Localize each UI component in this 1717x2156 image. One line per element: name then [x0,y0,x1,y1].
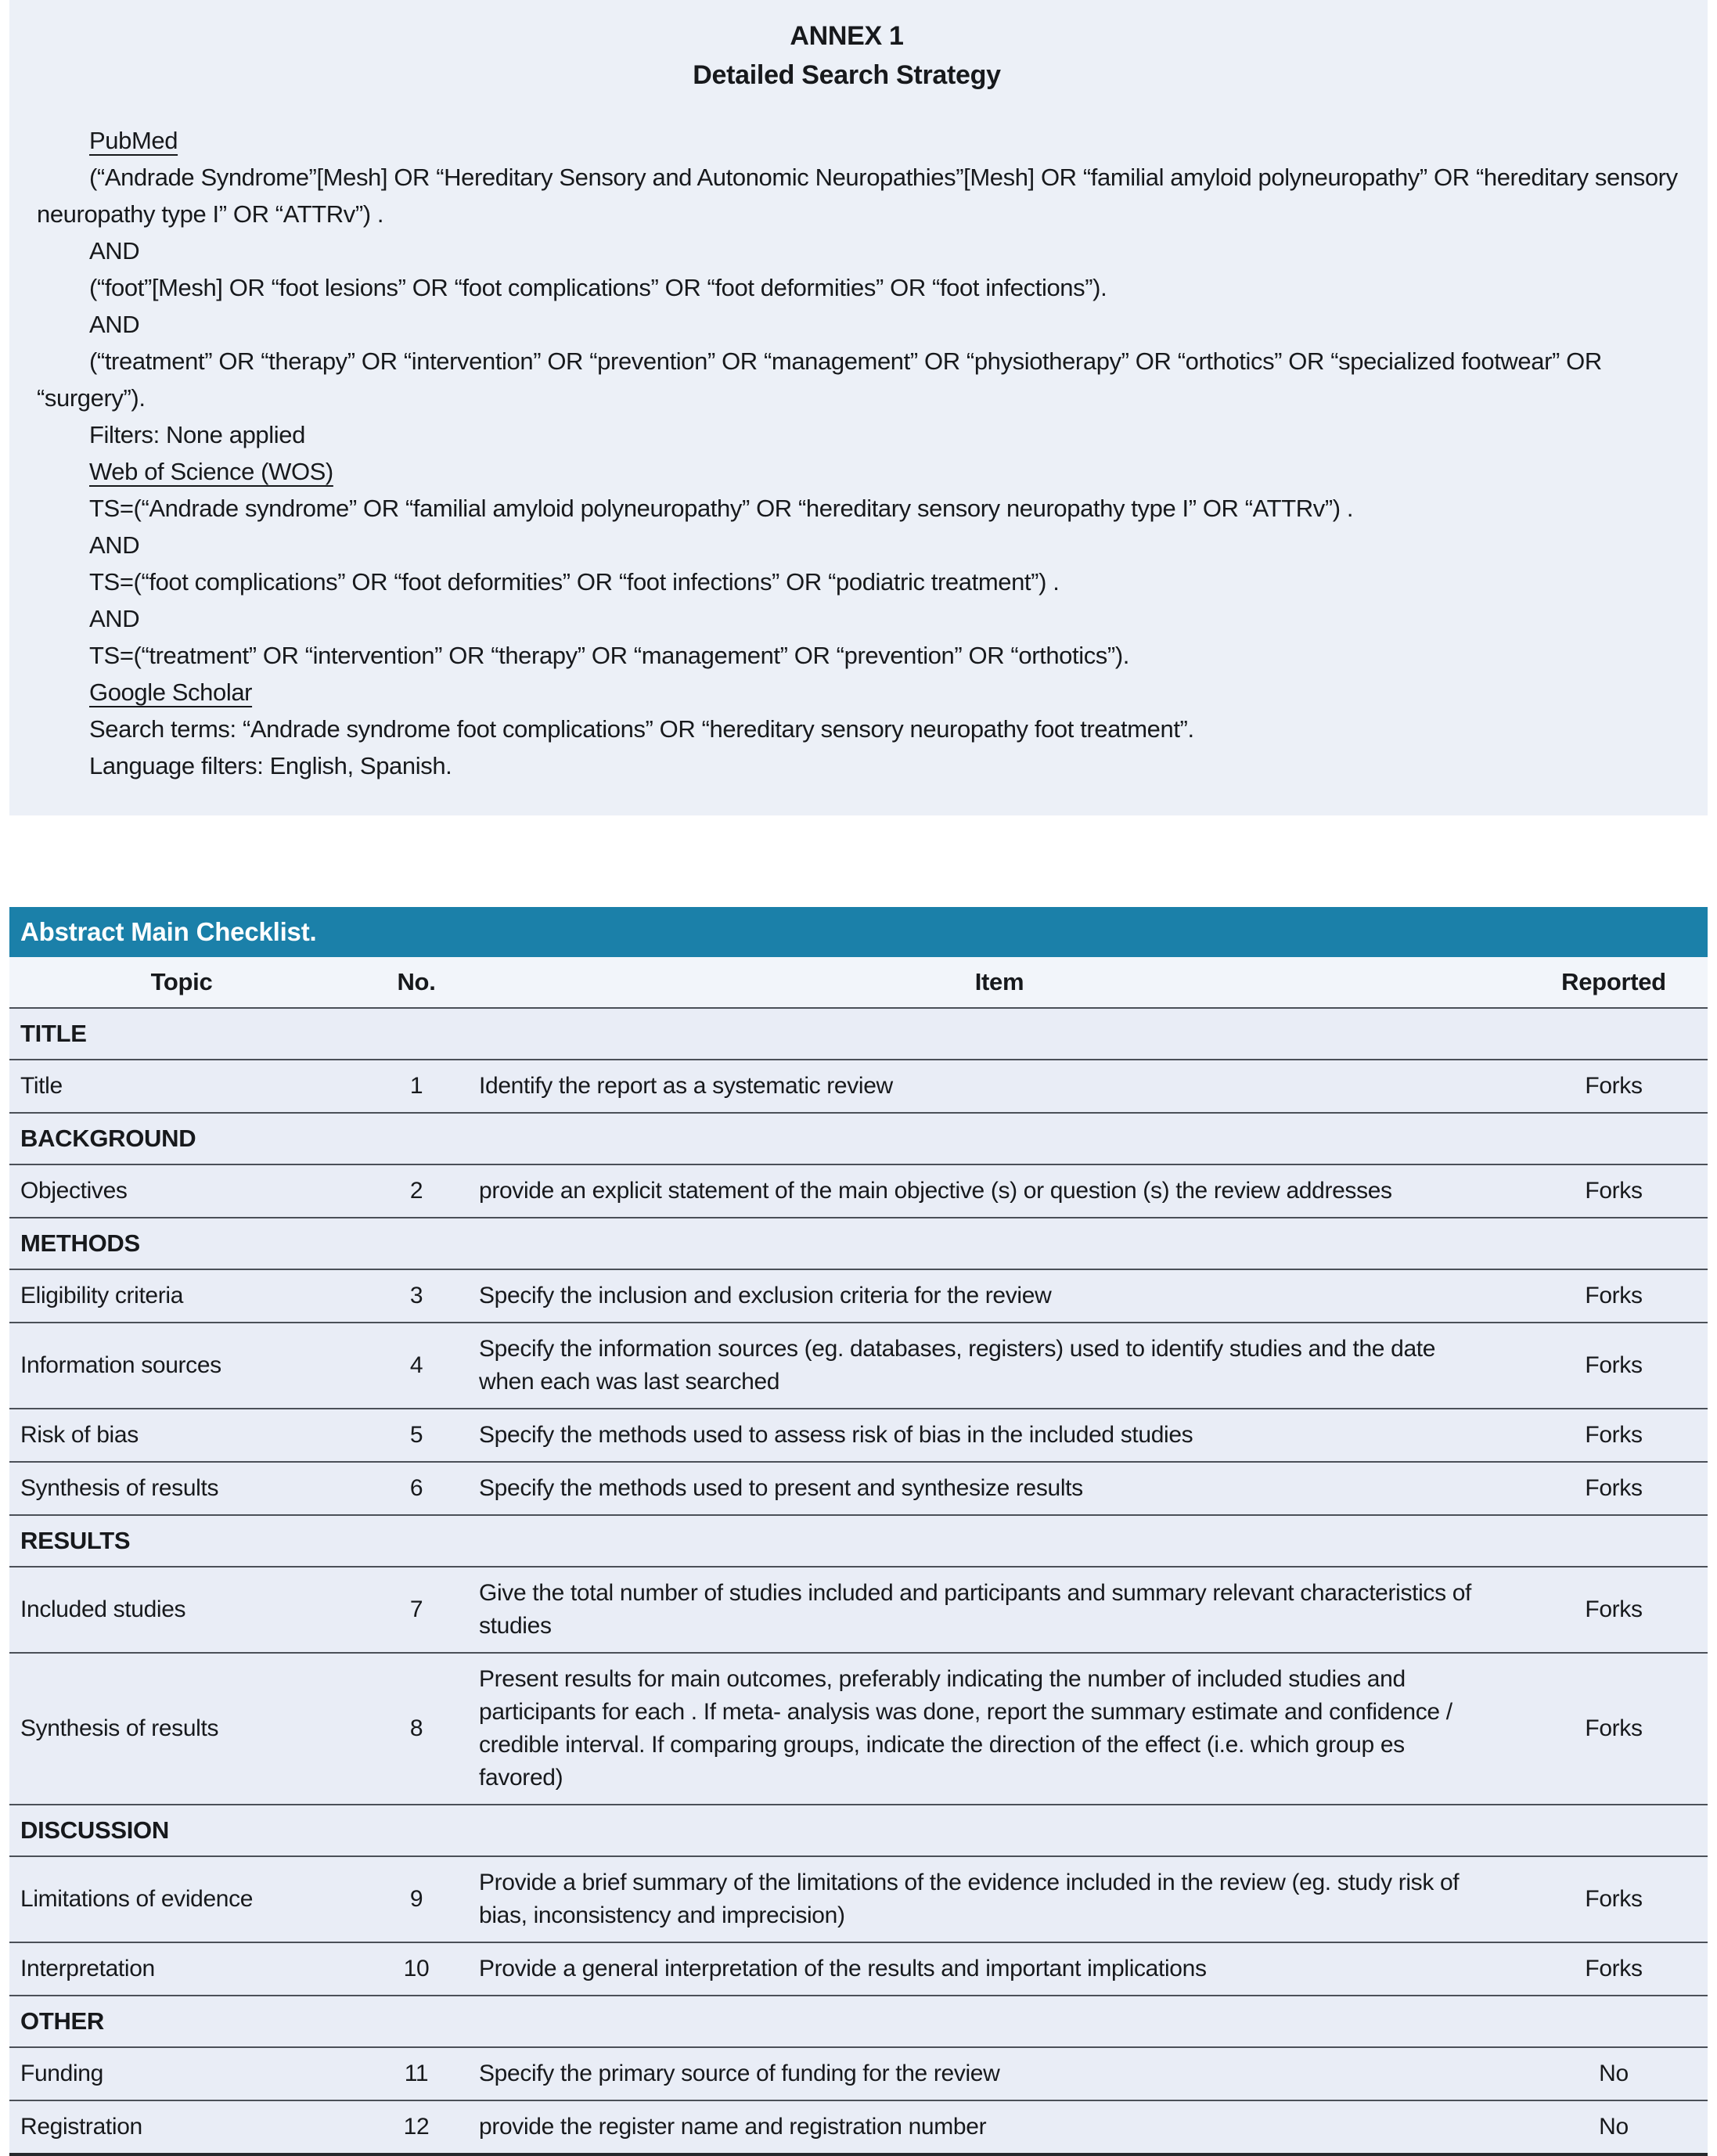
item-cell: Specify the methods used to assess risk of bias in the included studies [479,1422,1193,1449]
search-strategy-line: AND [89,531,140,560]
section-row [9,1112,1708,1164]
table-row [9,1855,1708,1942]
item-cell: Provide a brief summary of the limitations of the evidence included in the review (eg. study risk of bias, inconsistency and imprecision) [479,1870,1460,1929]
column-header-item: Item [974,968,1024,996]
reported-cell: Forks [1585,1352,1643,1379]
no-cell: 10 [403,1956,430,1982]
table-row [9,1408,1708,1461]
section-row [9,1804,1708,1855]
topic-cell: Synthesis of results [20,1475,219,1502]
topic-cell: Limitations of evidence [20,1886,254,1913]
table-row [9,1652,1708,1804]
item-cell: Specify the inclusion and exclusion criteria for the review [479,1283,1052,1309]
topic-cell: Interpretation [20,1956,155,1982]
topic-cell: Title [20,1073,63,1100]
table-row [9,1322,1708,1408]
topic-cell: Synthesis of results [20,1715,219,1742]
item-cell: provide the register name and registration number [479,2114,987,2140]
database-heading [37,453,1684,490]
search-strategy-line: Language filters: English, Spanish. [89,752,452,780]
checklist-table [9,907,1708,2156]
annex-subtitle: Detailed Search Strategy [693,60,1001,91]
annex-panel [9,0,1708,815]
no-cell: 6 [409,1475,423,1502]
no-cell: 7 [409,1596,423,1623]
search-strategy-line: Filters: None applied [89,421,305,449]
search-strategy-line: (“treatment” OR “therapy” OR “intervention” OR “prevention” OR “management” OR “physiotherapy” OR “orthotics” OR “specialized footwear” OR “surgery”). [37,347,1602,412]
section-label: METHODS [20,1229,140,1258]
search-strategy-text [9,122,1684,784]
topic-cell: Information sources [20,1352,221,1379]
item-cell: provide an explicit statement of the main objective (s) or question (s) the review addresses [479,1178,1392,1204]
database-heading [37,674,1684,711]
reported-cell: Forks [1585,1475,1643,1502]
reported-cell: Forks [1585,1956,1643,1982]
search-strategy-line: Search terms: “Andrade syndrome foot complications” OR “hereditary sensory neuropathy foot treatment”. [89,715,1194,743]
section-row [9,1217,1708,1269]
section-label: TITLE [20,1020,87,1048]
no-cell: 5 [409,1422,423,1449]
item-cell: Specify the primary source of funding for the review [479,2061,1000,2087]
no-cell: 11 [404,2061,429,2087]
reported-cell: Forks [1585,1073,1643,1100]
section-label: BACKGROUND [20,1125,196,1153]
item-cell: Give the total number of studies included and participants and summary relevant characteristics of studies [479,1580,1472,1639]
database-heading [37,122,1684,159]
reported-cell: Forks [1585,1283,1643,1309]
no-cell: 9 [409,1886,423,1913]
annex-title: ANNEX 1 [790,21,904,51]
search-strategy-line: TS=(“foot complications” OR “foot deformities” OR “foot infections” OR “podiatric treatment”) . [89,568,1060,596]
section-label: OTHER [20,2007,105,2035]
table-row [9,2046,1708,2100]
section-label: DISCUSSION [20,1816,169,1845]
table-header-row [9,957,1708,1007]
topic-cell: Funding [20,2061,103,2087]
table-row [9,1269,1708,1322]
table-body [9,1007,1708,2153]
search-strategy-line: (“Andrade Syndrome”[Mesh] OR “Hereditary Sensory and Autonomic Neuropathies”[Mesh] OR “familial amyloid polyneuropathy” OR “hereditary sensory neuropathy type I” OR “ATTRv”) . [37,164,1678,229]
no-cell: 3 [409,1283,423,1309]
topic-cell: Included studies [20,1596,186,1623]
table-row [9,1164,1708,1217]
item-cell: Identify the report as a systematic review [479,1073,893,1100]
reported-cell: No [1599,2061,1629,2087]
search-strategy-line: AND [89,237,140,265]
no-cell: 8 [409,1715,423,1742]
section-row [9,1007,1708,1059]
item-cell: Specify the methods used to present and synthesize results [479,1475,1083,1502]
search-strategy-line: AND [89,605,140,633]
topic-cell: Registration [20,2114,142,2140]
table-row [9,1461,1708,1514]
topic-cell: Eligibility criteria [20,1283,184,1309]
item-cell: Provide a general interpretation of the results and important implications [479,1956,1207,1982]
topic-cell: Risk of bias [20,1422,139,1449]
search-strategy-line: AND [89,311,140,339]
item-cell: Specify the information sources (eg. databases, registers) used to identify studies and the date when each was last searched [479,1336,1436,1395]
search-strategy-line: TS=(“Andrade syndrome” OR “familial amyloid polyneuropathy” OR “hereditary sensory neuropathy type I” OR “ATTRv”) . [89,495,1354,523]
reported-cell: Forks [1585,1178,1643,1204]
table-title-banner: Abstract Main Checklist. [9,907,1708,957]
column-header-no: No. [397,968,436,996]
database-heading-label: Google Scholar [89,678,253,707]
section-row [9,1514,1708,1566]
reported-cell: Forks [1585,1422,1643,1449]
no-cell: 12 [403,2114,430,2140]
topic-cell: Objectives [20,1178,128,1204]
column-header-reported: Reported [1561,968,1666,996]
search-strategy-line: (“foot”[Mesh] OR “foot lesions” OR “foot complications” OR “foot deformities” OR “foot infections”). [89,274,1107,302]
database-heading-label: Web of Science (WOS) [89,458,333,486]
reported-cell: Forks [1585,1715,1643,1742]
section-label: RESULTS [20,1527,131,1555]
section-row [9,1995,1708,2046]
reported-cell: Forks [1585,1886,1643,1913]
table-row [9,2100,1708,2153]
search-strategy-line: TS=(“treatment” OR “intervention” OR “therapy” OR “management” OR “prevention” OR “orthotics”). [89,642,1129,670]
database-heading-label: PubMed [89,127,178,155]
no-cell: 2 [409,1178,423,1204]
item-cell: Present results for main outcomes, preferably indicating the number of included studies and participants for each . If meta- analysis was done, report the summary estimate and confidence / credible interval. If comparing groups, indicate the direction of the effect (i.e. which group es favored) [479,1666,1452,1791]
table-row [9,1942,1708,1995]
table-row [9,1566,1708,1652]
no-cell: 1 [409,1073,423,1100]
reported-cell: No [1599,2114,1629,2140]
no-cell: 4 [409,1352,423,1379]
table-row [9,1059,1708,1112]
column-header-topic: Topic [150,968,213,996]
reported-cell: Forks [1585,1596,1643,1623]
